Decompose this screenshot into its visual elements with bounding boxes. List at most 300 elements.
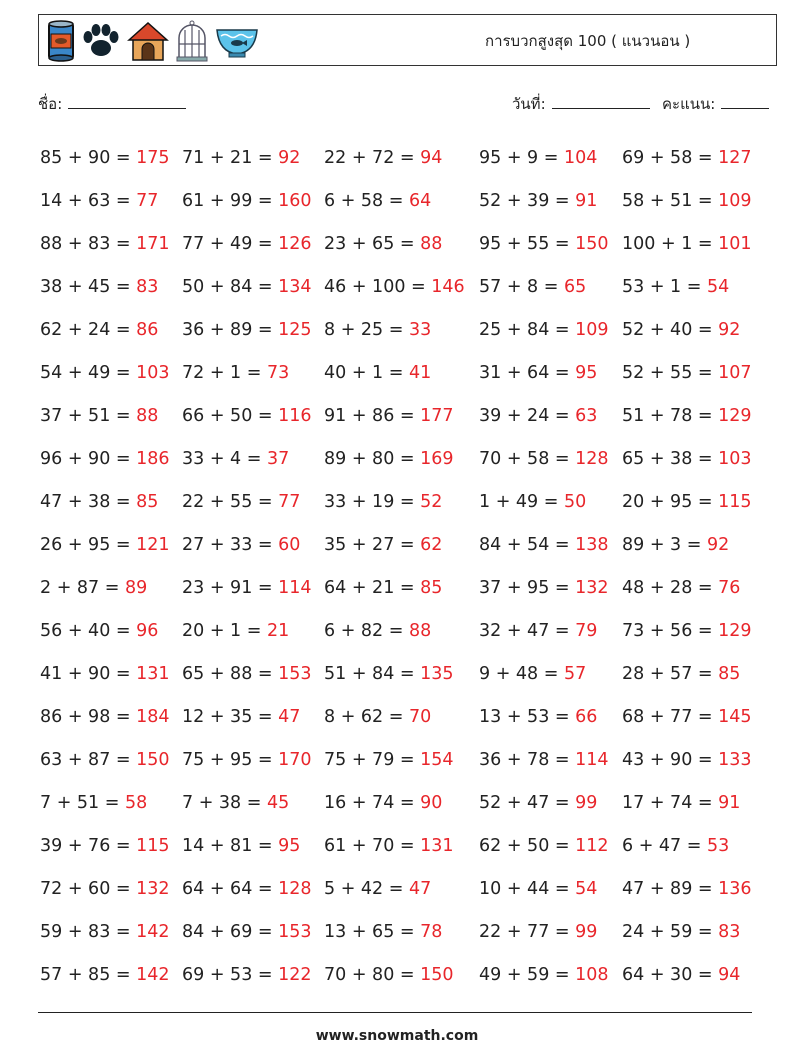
problem-answer: 171 xyxy=(136,233,170,254)
problem-answer: 90 xyxy=(420,792,443,813)
problem-answer: 153 xyxy=(278,921,312,942)
problem-question: 52 + 55 = xyxy=(622,362,713,383)
problem-question: 70 + 58 = xyxy=(479,448,570,469)
problem-cell xyxy=(182,621,324,641)
problem-answer: 109 xyxy=(575,319,609,340)
problem-cell xyxy=(40,578,182,598)
problem-cell xyxy=(324,621,479,641)
problem-answer: 45 xyxy=(267,792,290,813)
problem-answer: 47 xyxy=(409,878,432,899)
problem-row xyxy=(40,953,780,996)
problem-question: 35 + 27 = xyxy=(324,534,415,555)
problem-question: 65 + 38 = xyxy=(622,448,713,469)
problem-row xyxy=(40,394,780,437)
problem-question: 37 + 95 = xyxy=(479,577,570,598)
problem-answer: 115 xyxy=(136,835,170,856)
problem-answer: 70 xyxy=(409,706,432,727)
problem-cell xyxy=(182,664,324,684)
problem-question: 7 + 51 = xyxy=(40,792,120,813)
problem-answer: 103 xyxy=(718,448,752,469)
problem-question: 61 + 70 = xyxy=(324,835,415,856)
problem-answer: 131 xyxy=(420,835,454,856)
problem-answer: 96 xyxy=(136,620,159,641)
problem-cell xyxy=(324,707,479,727)
problem-question: 66 + 50 = xyxy=(182,405,273,426)
problem-answer: 109 xyxy=(718,190,752,211)
problem-answer: 153 xyxy=(278,663,312,684)
problem-cell xyxy=(324,148,479,168)
problem-cell xyxy=(479,707,622,727)
problem-cell xyxy=(622,707,772,727)
problem-answer: 76 xyxy=(718,577,741,598)
problem-question: 57 + 85 = xyxy=(40,964,131,985)
problem-question: 14 + 63 = xyxy=(40,190,131,211)
problem-cell xyxy=(182,492,324,512)
score-line[interactable] xyxy=(721,94,769,109)
problem-cell xyxy=(622,621,772,641)
problem-row xyxy=(40,480,780,523)
problem-cell xyxy=(324,836,479,856)
problem-question: 2 + 87 = xyxy=(40,577,120,598)
problem-question: 65 + 88 = xyxy=(182,663,273,684)
problem-answer: 77 xyxy=(136,190,159,211)
problem-question: 1 + 49 = xyxy=(479,491,559,512)
problem-answer: 85 xyxy=(718,663,741,684)
problem-question: 20 + 1 = xyxy=(182,620,262,641)
problem-answer: 115 xyxy=(718,491,752,512)
problem-answer: 88 xyxy=(409,620,432,641)
fish-bowl-icon xyxy=(215,24,259,58)
problem-grid xyxy=(40,136,780,996)
problem-question: 96 + 90 = xyxy=(40,448,131,469)
problem-cell xyxy=(182,965,324,985)
problem-answer: 91 xyxy=(575,190,598,211)
problem-cell xyxy=(40,535,182,555)
date-line[interactable] xyxy=(552,94,650,109)
score-field[interactable] xyxy=(662,92,769,116)
problem-answer: 131 xyxy=(136,663,170,684)
problem-cell xyxy=(182,277,324,297)
problem-answer: 101 xyxy=(718,233,752,254)
problem-question: 50 + 84 = xyxy=(182,276,273,297)
problem-answer: 121 xyxy=(136,534,170,555)
problem-cell xyxy=(622,406,772,426)
problem-question: 62 + 24 = xyxy=(40,319,131,340)
problem-cell xyxy=(40,793,182,813)
problem-question: 64 + 30 = xyxy=(622,964,713,985)
problem-cell xyxy=(479,750,622,770)
dog-house-icon xyxy=(127,20,169,62)
problem-question: 56 + 40 = xyxy=(40,620,131,641)
problem-cell xyxy=(479,277,622,297)
problem-answer: 63 xyxy=(575,405,598,426)
problem-answer: 54 xyxy=(575,878,598,899)
problem-question: 77 + 49 = xyxy=(182,233,273,254)
problem-answer: 116 xyxy=(278,405,312,426)
problem-answer: 52 xyxy=(420,491,443,512)
problem-cell xyxy=(324,191,479,211)
problem-cell xyxy=(622,750,772,770)
problem-question: 64 + 64 = xyxy=(182,878,273,899)
name-field[interactable] xyxy=(38,92,186,116)
problem-cell xyxy=(182,363,324,383)
problem-question: 25 + 84 = xyxy=(479,319,570,340)
problem-answer: 88 xyxy=(136,405,159,426)
problem-question: 22 + 77 = xyxy=(479,921,570,942)
problem-cell xyxy=(622,879,772,899)
problem-cell xyxy=(40,922,182,942)
problem-answer: 78 xyxy=(420,921,443,942)
problem-answer: 160 xyxy=(278,190,312,211)
problem-cell xyxy=(40,191,182,211)
problem-answer: 83 xyxy=(718,921,741,942)
problem-cell xyxy=(182,191,324,211)
problem-answer: 58 xyxy=(125,792,148,813)
problem-cell xyxy=(324,965,479,985)
problem-question: 57 + 8 = xyxy=(479,276,559,297)
problem-cell xyxy=(479,578,622,598)
problem-cell xyxy=(182,535,324,555)
problem-cell xyxy=(622,148,772,168)
problem-cell xyxy=(479,836,622,856)
problem-cell xyxy=(622,277,772,297)
problem-question: 14 + 81 = xyxy=(182,835,273,856)
paw-icon xyxy=(81,21,121,61)
problem-answer: 138 xyxy=(575,534,609,555)
problem-question: 84 + 54 = xyxy=(479,534,570,555)
problem-question: 43 + 90 = xyxy=(622,749,713,770)
problem-cell xyxy=(324,750,479,770)
problem-question: 52 + 40 = xyxy=(622,319,713,340)
problem-answer: 170 xyxy=(278,749,312,770)
problem-question: 8 + 25 = xyxy=(324,319,404,340)
problem-question: 26 + 95 = xyxy=(40,534,131,555)
problem-question: 62 + 50 = xyxy=(479,835,570,856)
problem-row xyxy=(40,781,780,824)
problem-cell xyxy=(324,363,479,383)
problem-cell xyxy=(40,836,182,856)
problem-answer: 114 xyxy=(575,749,609,770)
problem-answer: 50 xyxy=(564,491,587,512)
problem-cell xyxy=(40,965,182,985)
problem-cell xyxy=(622,363,772,383)
problem-answer: 112 xyxy=(575,835,609,856)
score-label: คะแนน: xyxy=(662,95,716,113)
problem-cell xyxy=(622,449,772,469)
problem-cell xyxy=(479,406,622,426)
problem-answer: 177 xyxy=(420,405,454,426)
problem-answer: 122 xyxy=(278,964,312,985)
problem-cell xyxy=(324,449,479,469)
tin-can-icon xyxy=(47,20,75,62)
problem-cell xyxy=(182,793,324,813)
problem-answer: 92 xyxy=(278,147,301,168)
footer-website: www.snowmath.com xyxy=(315,1028,479,1044)
problem-question: 27 + 33 = xyxy=(182,534,273,555)
problem-answer: 107 xyxy=(718,362,752,383)
name-line[interactable] xyxy=(68,94,186,109)
problem-answer: 89 xyxy=(125,577,148,598)
problem-cell xyxy=(479,922,622,942)
problem-answer: 128 xyxy=(575,448,609,469)
problem-question: 13 + 65 = xyxy=(324,921,415,942)
problem-row xyxy=(40,437,780,480)
problem-question: 52 + 39 = xyxy=(479,190,570,211)
problem-question: 17 + 74 = xyxy=(622,792,713,813)
problem-question: 32 + 47 = xyxy=(479,620,570,641)
problem-row xyxy=(40,136,780,179)
problem-answer: 66 xyxy=(575,706,598,727)
problem-row xyxy=(40,265,780,308)
problem-answer: 99 xyxy=(575,921,598,942)
problem-question: 20 + 95 = xyxy=(622,491,713,512)
problem-question: 51 + 84 = xyxy=(324,663,415,684)
problem-question: 100 + 1 = xyxy=(622,233,713,254)
problem-question: 39 + 24 = xyxy=(479,405,570,426)
problem-answer: 186 xyxy=(136,448,170,469)
problem-cell xyxy=(40,320,182,340)
problem-question: 68 + 77 = xyxy=(622,706,713,727)
problem-cell xyxy=(479,320,622,340)
problem-cell xyxy=(479,148,622,168)
problem-cell xyxy=(479,879,622,899)
problem-cell xyxy=(182,578,324,598)
problem-cell xyxy=(40,277,182,297)
problem-question: 40 + 1 = xyxy=(324,362,404,383)
date-label: วันที่: xyxy=(512,95,546,113)
problem-answer: 54 xyxy=(707,276,730,297)
problem-answer: 129 xyxy=(718,620,752,641)
problem-cell xyxy=(324,879,479,899)
problem-answer: 175 xyxy=(136,147,170,168)
problem-question: 84 + 69 = xyxy=(182,921,273,942)
problem-row xyxy=(40,308,780,351)
problem-answer: 150 xyxy=(136,749,170,770)
problem-question: 95 + 55 = xyxy=(479,233,570,254)
problem-question: 52 + 47 = xyxy=(479,792,570,813)
problem-answer: 103 xyxy=(136,362,170,383)
worksheet-header xyxy=(38,14,777,66)
problem-question: 59 + 83 = xyxy=(40,921,131,942)
problem-cell xyxy=(324,277,479,297)
bird-cage-icon xyxy=(175,20,209,62)
problem-answer: 94 xyxy=(718,964,741,985)
problem-question: 9 + 48 = xyxy=(479,663,559,684)
problem-cell xyxy=(622,793,772,813)
problem-cell xyxy=(479,535,622,555)
problem-question: 75 + 79 = xyxy=(324,749,415,770)
problem-answer: 169 xyxy=(420,448,454,469)
problem-question: 51 + 78 = xyxy=(622,405,713,426)
problem-question: 75 + 95 = xyxy=(182,749,273,770)
problem-answer: 95 xyxy=(575,362,598,383)
problem-cell xyxy=(324,664,479,684)
problem-question: 23 + 91 = xyxy=(182,577,273,598)
problem-cell xyxy=(324,793,479,813)
problem-cell xyxy=(182,148,324,168)
problem-answer: 57 xyxy=(564,663,587,684)
problem-cell xyxy=(479,449,622,469)
problem-question: 36 + 78 = xyxy=(479,749,570,770)
problem-cell xyxy=(40,750,182,770)
problem-cell xyxy=(479,234,622,254)
problem-answer: 132 xyxy=(136,878,170,899)
problem-answer: 126 xyxy=(278,233,312,254)
problem-cell xyxy=(479,965,622,985)
problem-answer: 133 xyxy=(718,749,752,770)
problem-answer: 65 xyxy=(564,276,587,297)
problem-row xyxy=(40,695,780,738)
problem-question: 53 + 1 = xyxy=(622,276,702,297)
problem-question: 33 + 19 = xyxy=(324,491,415,512)
problem-question: 8 + 62 = xyxy=(324,706,404,727)
problem-cell xyxy=(479,191,622,211)
problem-answer: 41 xyxy=(409,362,432,383)
problem-answer: 60 xyxy=(278,534,301,555)
footer-divider xyxy=(38,1012,752,1013)
problem-question: 33 + 4 = xyxy=(182,448,262,469)
problem-question: 49 + 59 = xyxy=(479,964,570,985)
problem-question: 85 + 90 = xyxy=(40,147,131,168)
problem-cell xyxy=(479,664,622,684)
problem-answer: 62 xyxy=(420,534,443,555)
problem-answer: 92 xyxy=(707,534,730,555)
problem-cell xyxy=(182,320,324,340)
problem-answer: 86 xyxy=(136,319,159,340)
problem-answer: 94 xyxy=(420,147,443,168)
problem-answer: 184 xyxy=(136,706,170,727)
problem-answer: 73 xyxy=(267,362,290,383)
problem-answer: 91 xyxy=(718,792,741,813)
date-field[interactable] xyxy=(512,92,650,116)
problem-question: 88 + 83 = xyxy=(40,233,131,254)
problem-question: 69 + 53 = xyxy=(182,964,273,985)
problem-cell xyxy=(324,406,479,426)
problem-question: 6 + 82 = xyxy=(324,620,404,641)
problem-cell xyxy=(182,879,324,899)
problem-cell xyxy=(479,363,622,383)
problem-cell xyxy=(40,148,182,168)
problem-cell xyxy=(182,836,324,856)
problem-cell xyxy=(622,836,772,856)
problem-cell xyxy=(622,578,772,598)
problem-question: 61 + 99 = xyxy=(182,190,273,211)
problem-cell xyxy=(40,449,182,469)
problem-row xyxy=(40,910,780,953)
problem-cell xyxy=(40,664,182,684)
problem-answer: 142 xyxy=(136,921,170,942)
problem-answer: 33 xyxy=(409,319,432,340)
problem-question: 89 + 80 = xyxy=(324,448,415,469)
problem-cell xyxy=(324,492,479,512)
problem-row xyxy=(40,652,780,695)
problem-row xyxy=(40,351,780,394)
problem-question: 70 + 80 = xyxy=(324,964,415,985)
problem-question: 10 + 44 = xyxy=(479,878,570,899)
problem-row xyxy=(40,523,780,566)
problem-answer: 136 xyxy=(718,878,752,899)
problem-cell xyxy=(324,922,479,942)
problem-answer: 64 xyxy=(409,190,432,211)
problem-row xyxy=(40,738,780,781)
problem-cell xyxy=(622,492,772,512)
problem-question: 47 + 38 = xyxy=(40,491,131,512)
problem-question: 24 + 59 = xyxy=(622,921,713,942)
problem-cell xyxy=(622,965,772,985)
problem-row xyxy=(40,824,780,867)
problem-cell xyxy=(622,191,772,211)
problem-question: 72 + 1 = xyxy=(182,362,262,383)
worksheet-title: การบวกสูงสุด 100 ( แนวนอน ) xyxy=(485,32,691,50)
problem-question: 28 + 57 = xyxy=(622,663,713,684)
problem-cell xyxy=(324,578,479,598)
problem-question: 41 + 90 = xyxy=(40,663,131,684)
problem-question: 13 + 53 = xyxy=(479,706,570,727)
problem-question: 16 + 74 = xyxy=(324,792,415,813)
problem-question: 38 + 45 = xyxy=(40,276,131,297)
problem-answer: 83 xyxy=(136,276,159,297)
problem-row xyxy=(40,566,780,609)
problem-question: 64 + 21 = xyxy=(324,577,415,598)
problem-question: 36 + 89 = xyxy=(182,319,273,340)
problem-row xyxy=(40,609,780,652)
problem-cell xyxy=(622,922,772,942)
problem-cell xyxy=(622,234,772,254)
problem-answer: 77 xyxy=(278,491,301,512)
problem-answer: 134 xyxy=(278,276,312,297)
problem-question: 86 + 98 = xyxy=(40,706,131,727)
problem-answer: 47 xyxy=(278,706,301,727)
problem-answer: 104 xyxy=(564,147,598,168)
problem-answer: 99 xyxy=(575,792,598,813)
problem-question: 47 + 89 = xyxy=(622,878,713,899)
problem-question: 73 + 56 = xyxy=(622,620,713,641)
problem-answer: 142 xyxy=(136,964,170,985)
problem-answer: 79 xyxy=(575,620,598,641)
problem-answer: 92 xyxy=(718,319,741,340)
problem-question: 89 + 3 = xyxy=(622,534,702,555)
problem-cell xyxy=(324,234,479,254)
problem-cell xyxy=(40,492,182,512)
problem-cell xyxy=(40,621,182,641)
problem-answer: 37 xyxy=(267,448,290,469)
problem-answer: 114 xyxy=(278,577,312,598)
problem-question: 22 + 72 = xyxy=(324,147,415,168)
problem-question: 95 + 9 = xyxy=(479,147,559,168)
problem-cell xyxy=(324,320,479,340)
problem-question: 58 + 51 = xyxy=(622,190,713,211)
problem-answer: 85 xyxy=(136,491,159,512)
problem-question: 69 + 58 = xyxy=(622,147,713,168)
problem-cell xyxy=(182,449,324,469)
problem-cell xyxy=(182,234,324,254)
problem-question: 63 + 87 = xyxy=(40,749,131,770)
problem-answer: 146 xyxy=(431,276,465,297)
problem-question: 22 + 55 = xyxy=(182,491,273,512)
problem-cell xyxy=(40,879,182,899)
problem-cell xyxy=(324,535,479,555)
problem-question: 39 + 76 = xyxy=(40,835,131,856)
problem-cell xyxy=(40,363,182,383)
problem-answer: 135 xyxy=(420,663,454,684)
problem-question: 54 + 49 = xyxy=(40,362,131,383)
problem-cell xyxy=(182,707,324,727)
problem-cell xyxy=(479,492,622,512)
problem-question: 37 + 51 = xyxy=(40,405,131,426)
problem-question: 91 + 86 = xyxy=(324,405,415,426)
problem-row xyxy=(40,179,780,222)
problem-cell xyxy=(622,664,772,684)
